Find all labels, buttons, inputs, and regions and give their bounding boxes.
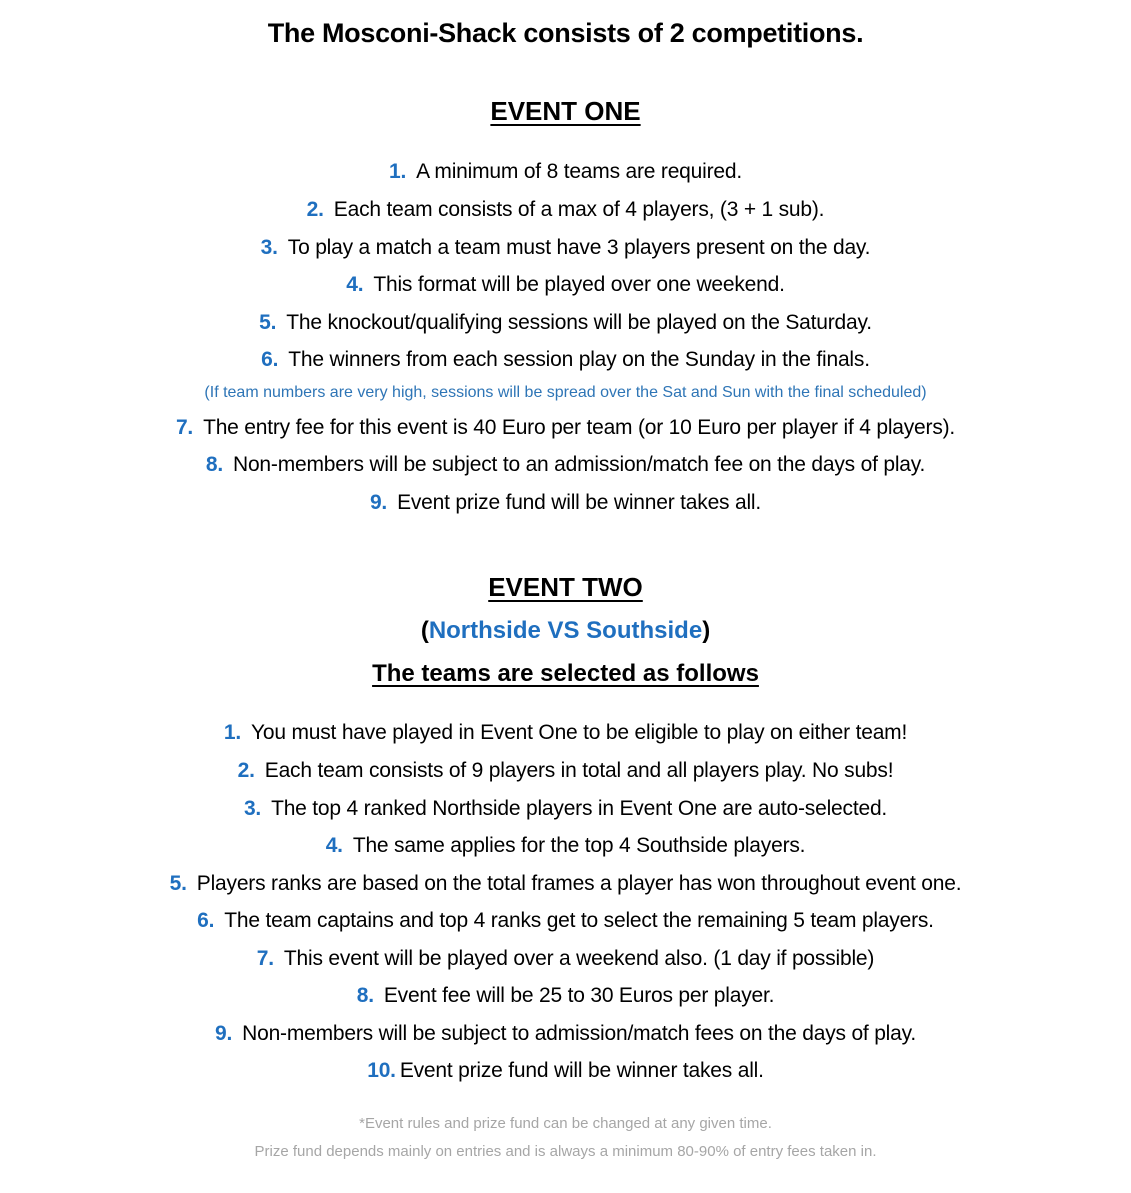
rule-number: 3. — [243, 797, 262, 820]
rule-text: This event will be played over a weekend also. (1 day if possible) — [283, 947, 875, 970]
rule-number: 2. — [237, 759, 255, 782]
rule-text: The top 4 ranked Northside players in Event One are auto-selected. — [271, 797, 888, 820]
rule-text: A minimum of 8 teams are required. — [416, 160, 742, 183]
event-two-rule — [0, 984, 1131, 1008]
rule-text: Non-members will be subject to an admission/match fee on the days of play. — [232, 453, 926, 476]
page-title: The Mosconi-Shack consists of 2 competitions. — [267, 18, 864, 48]
rule-number: 7. — [175, 416, 194, 439]
event-one-rule — [0, 273, 1131, 297]
rule-number: 5. — [169, 872, 187, 895]
rule-number: 4. — [325, 834, 343, 857]
rule-text: Each team consists of 9 players in total and all players play. No subs! — [264, 759, 894, 782]
rule-text: The entry fee for this event is 40 Euro per team (or 10 Euro per player if 4 players). — [203, 416, 956, 439]
event-one-heading — [0, 96, 1131, 127]
rule-text: This format will be played over one weekend. — [373, 273, 785, 296]
event-two-heading — [0, 572, 1131, 603]
rule-text: You must have played in Event One to be eligible to play on either team! — [251, 721, 908, 744]
event-one-note: (If team numbers are very high, sessions will be spread over the Sat and Sun with the final scheduled) — [204, 384, 927, 401]
event-two-rule — [0, 947, 1131, 971]
event-one-heading-text: EVENT ONE — [490, 96, 641, 126]
event-two-rule — [0, 1059, 1131, 1083]
event-two-rule — [0, 721, 1131, 745]
event-one-rule — [0, 236, 1131, 260]
event-one-rule — [0, 311, 1131, 335]
event-one-rule — [0, 491, 1131, 515]
rule-text: Event prize fund will be winner takes all. — [397, 491, 762, 514]
event-two-rule — [0, 1022, 1131, 1046]
selection-heading — [0, 660, 1131, 688]
rule-number: 6. — [197, 909, 215, 932]
event-one-rule — [0, 453, 1131, 477]
event-two-subheading — [0, 617, 1131, 645]
rule-text: The team captains and top 4 ranks get to select the remaining 5 team players. — [224, 909, 934, 932]
rule-text: Event prize fund will be winner takes all. — [399, 1059, 764, 1082]
rule-number: 8. — [205, 453, 223, 476]
event-one-rule — [0, 416, 1131, 440]
rule-text: The knockout/qualifying sessions will be played on the Saturday. — [286, 311, 872, 334]
event-two-rule — [0, 909, 1131, 933]
event-two-matchup: Northside VS Southside — [428, 617, 703, 644]
paren-close: ) — [702, 617, 711, 644]
rule-number: 6. — [261, 348, 279, 371]
rule-number: 3. — [260, 236, 278, 259]
event-one-rule — [0, 198, 1131, 222]
rule-text: The winners from each session play on the Sunday in the finals. — [288, 348, 870, 371]
rule-text: The same applies for the top 4 Southside players. — [352, 834, 806, 857]
paren-open: ( — [420, 617, 429, 644]
event-two-rule — [0, 872, 1131, 896]
rule-number: 8. — [356, 984, 374, 1007]
rule-number: 2. — [306, 198, 324, 221]
event-two-rule — [0, 759, 1131, 783]
rule-text: Players ranks are based on the total frames a player has won throughout event one. — [196, 872, 962, 895]
event-two-rule — [0, 834, 1131, 858]
rule-text: Non-members will be subject to admission/match fees on the days of play. — [242, 1022, 916, 1045]
selection-heading-text: The teams are selected as follows — [372, 660, 759, 687]
rule-number: 1. — [223, 721, 242, 744]
rule-number: 10. — [367, 1059, 396, 1082]
rule-number: 1. — [389, 160, 407, 183]
rule-text: Event fee will be 25 to 30 Euros per player. — [383, 984, 775, 1007]
event-one-rule — [0, 160, 1131, 184]
rule-number: 9. — [215, 1022, 233, 1045]
event-two-rule — [0, 797, 1131, 821]
rule-number: 7. — [256, 947, 274, 970]
event-one-rule — [0, 348, 1131, 372]
rule-text: To play a match a team must have 3 players present on the day. — [287, 236, 871, 259]
footer-disclaimer: *Event rules and prize fund can be changed at any given time. — [359, 1115, 772, 1132]
rule-number: 4. — [346, 273, 364, 296]
rule-number: 5. — [259, 311, 277, 334]
rule-text: Each team consists of a max of 4 players, (3 + 1 sub). — [333, 198, 825, 221]
rule-number: 9. — [369, 491, 388, 514]
footer-prize-note: Prize fund depends mainly on entries and is always a minimum 80-90% of entry fees taken in. — [254, 1143, 877, 1160]
event-two-heading-text: EVENT TWO — [488, 572, 643, 602]
